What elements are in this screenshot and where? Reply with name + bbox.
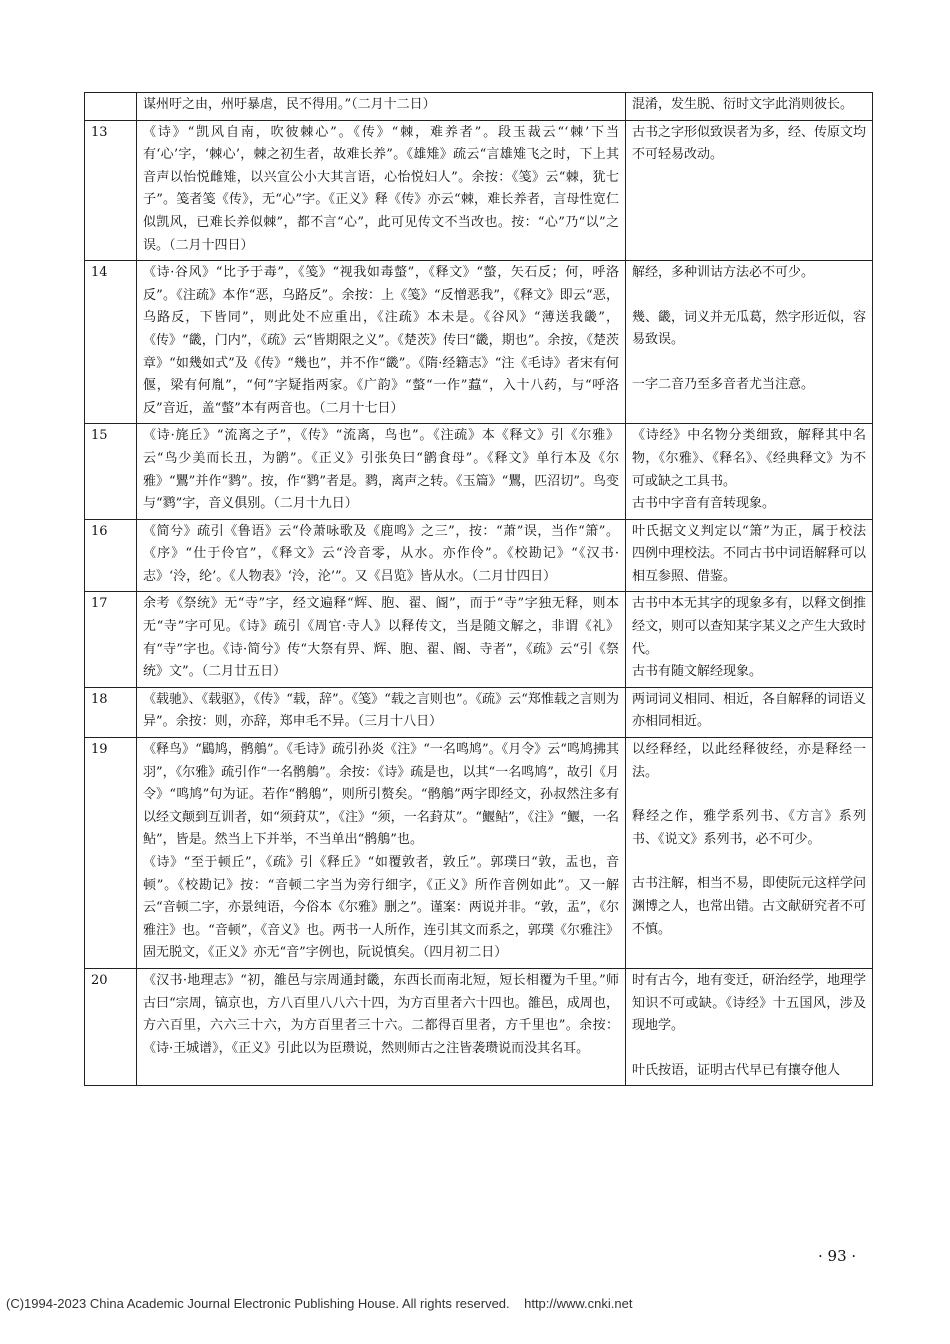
commentary-cell <box>626 519 873 592</box>
entry-text-cell <box>137 687 626 737</box>
commentary-paragraph: 叶氏按语，证明古代早已有攘夺他人 <box>632 1062 841 1078</box>
entry-text-cell <box>137 968 626 1085</box>
entry-paragraph: 《汉书·地理志》“初，雒邑与宗周通封畿，东西长而南北短，短长相覆为千里。”师古曰“宗周，镐京也，方八百里八八六十四，为方百里者六十四也。雒邑，成周也，方六百里，六六三十六，为方百里者三十六。二都得百里者，方千里也”。余按：《诗·王城谱》，《正义》引此以为臣瓒说，然则师古之注皆袭瓒说而没其名耳。 <box>143 972 619 1056</box>
entry-text-cell <box>137 738 626 969</box>
commentary-paragraph: 古书有随文解经现象。 <box>632 664 763 680</box>
row-number <box>85 93 137 121</box>
entry-text-cell <box>137 424 626 519</box>
commentary-paragraph: 古书中本无其字的现象多有，以释文倒推经文，则可以查知某字某义之产生大致时代。 <box>632 596 867 657</box>
table-row <box>85 968 873 1085</box>
commentary-paragraph: 一字二音乃至多音者尤当注意。 <box>632 376 815 392</box>
row-number: 19 <box>85 738 137 969</box>
commentary-cell <box>626 424 873 519</box>
page-number: · 93 · <box>818 1247 857 1265</box>
entry-paragraph: 《载驰》、《载驱》，《传》“载，辞”。《笺》“载之言则也”。《疏》云“郑惟载之言则为异”。余按：则，亦辞，郑申毛不异。（三月十八日） <box>143 691 619 730</box>
row-number: 13 <box>85 120 137 261</box>
commentary-paragraph: 解经，多种训诂方法必不可少。 <box>632 265 815 281</box>
row-number: 20 <box>85 968 137 1085</box>
entry-text-cell <box>137 93 626 121</box>
commentary-cell <box>626 261 873 424</box>
table-row <box>85 592 873 687</box>
commentary-paragraph: 古书注解，相当不易，即使阮元这样学问渊博之人，也常出错。古文献研究者不可不慎。 <box>632 876 867 937</box>
commentary-paragraph: 《诗经》中名物分类细致，解释其中名物，《尔雅》、《释名》、《经典释文》为不可或缺之工具书。 <box>632 428 866 489</box>
entry-text-cell <box>137 592 626 687</box>
commentary-cell <box>626 687 873 737</box>
table-row <box>85 687 873 737</box>
entry-paragraph: 《简兮》疏引《鲁语》云“伶萧咏歌及《鹿鸣》之三”，按：“萧”误，当作“箫”。《序》“仕于伶官”，《释文》云“泠音零，从水。亦作伶”。《校勘记》“《汉书·志》‘泠，纶’。《人物表》‘泠，沦’”。又《吕览》皆从水。（二月廿四日） <box>143 523 619 584</box>
commentary-cell <box>626 592 873 687</box>
entry-text-cell <box>137 120 626 261</box>
commentary-paragraph: 释经之作，雅学系列书、《方言》系列书、《说文》系列书，必不可少。 <box>632 809 866 847</box>
table-row <box>85 424 873 519</box>
commentary-paragraph: 两词词义相同、相近，各自解释的词语义亦相同相近。 <box>632 691 867 730</box>
row-number: 16 <box>85 519 137 592</box>
entry-paragraph: 《诗》“至于顿丘”，《疏》引《释丘》“如覆敦者，敦丘”。郭璞曰“敦，盂也，音顿”。《校勘记》按：“音顿二字当为旁行细字，《正义》所作音例如此”。又一解云“音顿二字，亦景纯语，今俗本《尔雅》删之”。谨案：两说并非。“敦，盂”，《尔雅注》也。“音顿”，《音义》也。两书一人所作，连引其文而系之，郭璞《尔雅注》固无脱文，《正义》亦无“音”字例也，阮说慎矣。（四月初二日） <box>143 855 619 961</box>
commentary-cell <box>626 93 873 121</box>
commentary-paragraph: 叶氏据文义判定以“箫”为正，属于校法四例中理校法。不同古书中词语解释可以相互参照、借鉴。 <box>632 523 867 584</box>
entry-paragraph: 《诗》“凯风自南，吹彼棘心”。《传》“棘，难养者”。段玉裁云“‘棘’下当有‘心’字，‘棘心’，棘之初生者，故难长养”。《雄雉》疏云“言雄雉飞之时，下上其音声以怡悦雌雉，以兴宣公小大其言语，心怡悦妇人”。余按：《笺》云“棘，犹七子”。笺者笺《传》，无“心”字。《正义》释《传》亦云“棘，难长养者，言母性宽仁似凯风，已难长养似棘”，都不言“心”，此可见传文不当改也。按：“心”乃“以”之误。（二月十四日） <box>143 124 619 253</box>
table-row <box>85 120 873 261</box>
row-number: 14 <box>85 261 137 424</box>
entry-paragraph: 《诗·谷风》“比予于毒”，《笺》“视我如毒螫”，《释文》“螫，矢石反；何，呼洛反”。《注疏》本作“恶，乌路反”。余按：上《笺》“反憎恶我”，《释文》即云“恶，乌路反，下皆同”，则此处不应重出，《注疏》本未是。《谷风》“薄送我畿”，《传》“畿，门内”，《疏》云“皆期限之义”。《楚茨》传曰“畿，期也”。余按，《楚茨章》“如幾如式”及《传》“幾也”，并不作“畿”。《隋·经籍志》“注《毛诗》者宋有何偃，梁有何胤”，“何”字疑指两家。《广韵》“螫“一作”蠚“，入十八药，与“呼洛反”音近，盖“螫”本有两音也。（二月十七日） <box>143 265 619 416</box>
commentary-paragraph: 混淆，发生脱、衍时文字此消则彼长。 <box>632 97 854 112</box>
table-row <box>85 261 873 424</box>
row-number: 18 <box>85 687 137 737</box>
table-row <box>85 738 873 969</box>
entry-paragraph: 《诗·旄丘》“流离之子”，《传》“流离，鸟也”。《注疏》本《释文》引《尔雅》云“鸟少美而长丑，为鹠”。《正义》引张奂曰“鹠食母”。《释文》单行本及《尔雅》“鸎”并作“鹨”。按，作“鹨”者是。鹨，离声之转。《玉篇》“鸎，匹沼切”。鸟变与“鹨”字，音义俱别。（二月十九日） <box>143 428 619 512</box>
commentary-paragraph: 古书中字音有音转现象。 <box>632 496 776 512</box>
commentary-cell <box>626 968 873 1085</box>
commentary-paragraph: 以经释经，以此经释彼经，亦是释经一法。 <box>632 742 866 780</box>
commentary-paragraph: 时有古今，地有变迁，研治经学，地理学知识不可或缺。《诗经》十五国风，涉及现地学。 <box>632 972 867 1034</box>
row-number: 15 <box>85 424 137 519</box>
commentary-paragraph: 古书之字形似致误者为多，经、传原文均不可轻易改动。 <box>632 124 867 163</box>
row-number: 17 <box>85 592 137 687</box>
entry-paragraph: 谋州吁之由，州吁暴虐，民不得用。”（二月十二日） <box>143 97 436 112</box>
annotation-table <box>84 92 873 1086</box>
commentary-paragraph: 幾、畿，词义并无瓜葛，然字形近似，容易致误。 <box>632 309 867 348</box>
table-row <box>85 93 873 121</box>
entry-text-cell <box>137 261 626 424</box>
entry-paragraph: 《释鸟》“鶌鸠，鹘鵃”。《毛诗》疏引孙炎《注》“一名鸣鸠”。《月令》云“鸣鸠拂其羽”，《尔雅》疏引作“一名鹘鵃”。余按：《诗》疏是也，以其“一名鸣鸠”，故引《月令》“鸣鸠”句为证。若作“鹘鵃”，则所引赘矣。“鹘鵃”两字即经文，孙叔然注多有以经文颠到互训者，如“须葑苁”，《注》“须，一名葑苁”。“鰋鲇”，《注》“鰋，一名鲇”，皆是。然当上下并举，不当单出“鹘鵃”也。 <box>143 742 619 848</box>
commentary-cell <box>626 738 873 969</box>
commentary-cell <box>626 120 873 261</box>
table-row <box>85 519 873 592</box>
entry-text-cell <box>137 519 626 592</box>
copyright-footer: (C)1994-2023 China Academic Journal Electronic Publishing House. All rights reserved. http://www.cnki.net <box>6 1296 633 1311</box>
entry-paragraph: 余考《祭统》无“寺”字，经文遍释“辉、胞、翟、阍”，而于“寺”字独无释，则本无“寺”字可见。《诗》疏引《周官·寺人》以释传文，当是随文解之，非谓《礼》有“寺”字也。《诗·简兮》传“大祭有畀、辉、胞、翟、阍、寺者”，《疏》云“引《祭统》文”。（二月廿五日） <box>143 596 619 680</box>
